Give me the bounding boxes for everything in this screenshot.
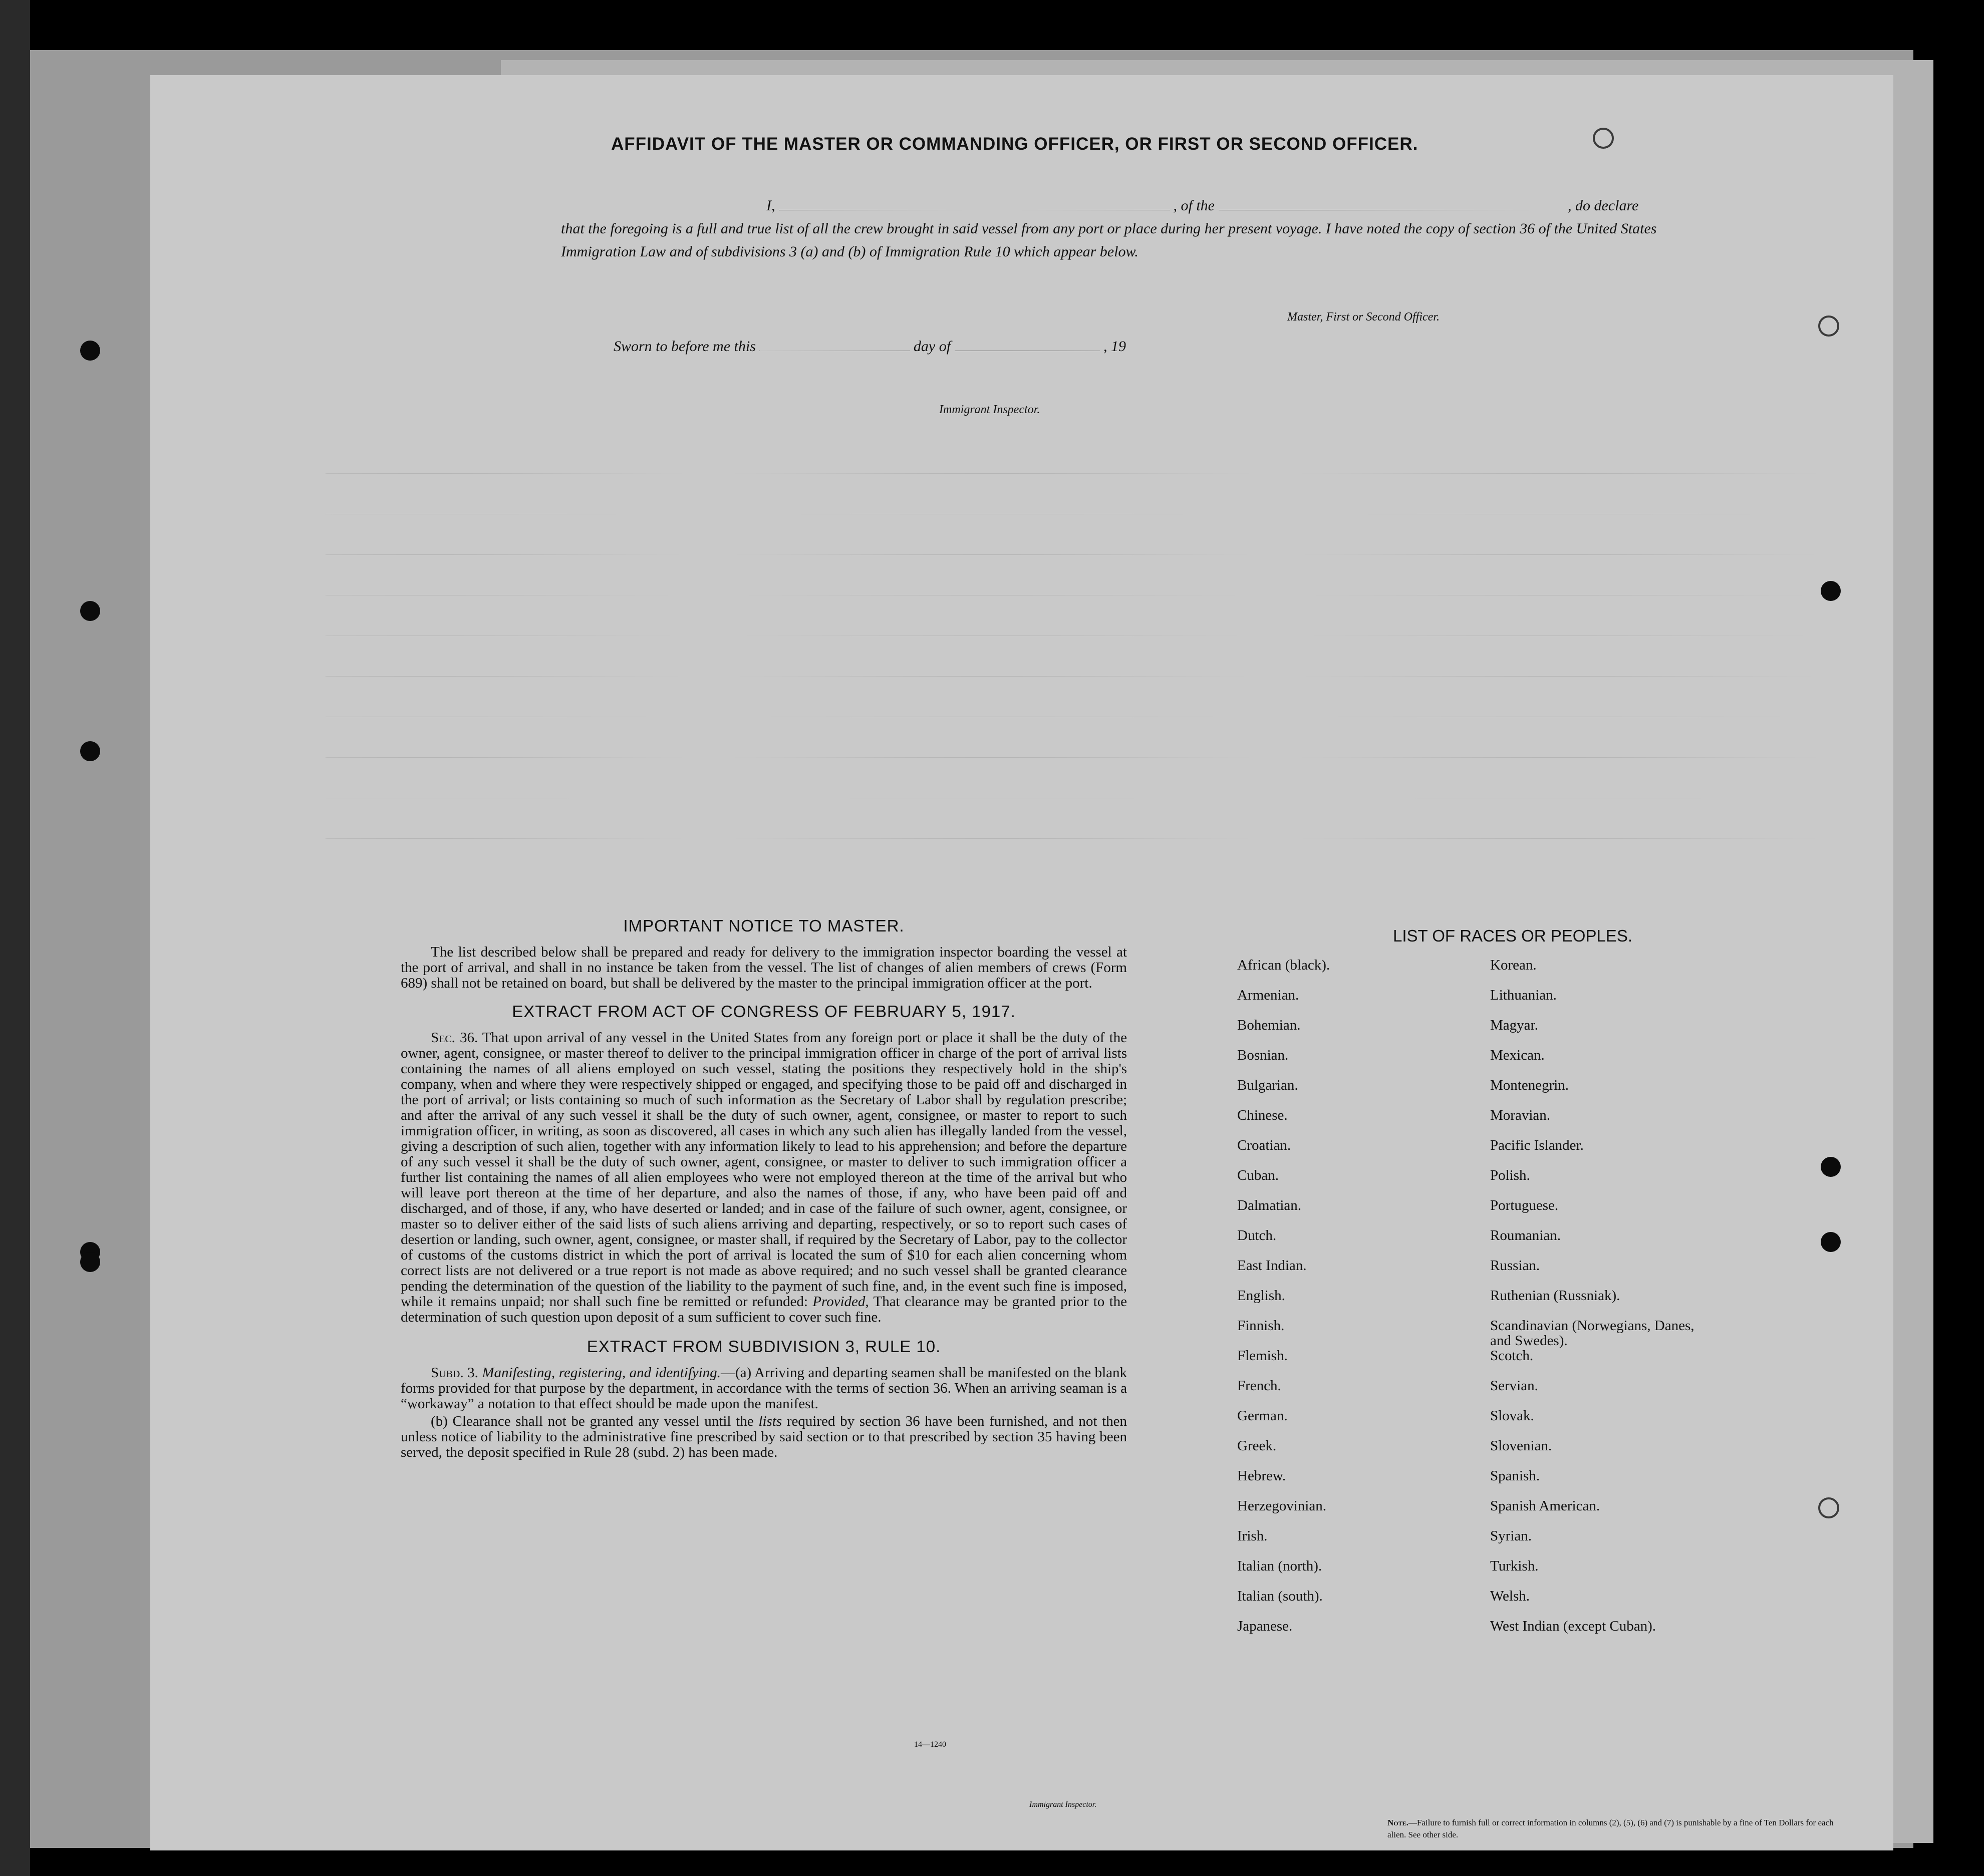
race-item: Portuguese. xyxy=(1490,1197,1559,1213)
race-item: East Indian. xyxy=(1237,1258,1307,1274)
race-item: Armenian. xyxy=(1237,987,1299,1003)
race-item: Croatian. xyxy=(1237,1137,1291,1153)
sworn-day-label: day of xyxy=(913,338,951,355)
race-item: Herzegovinian. xyxy=(1237,1498,1326,1514)
race-item: Welsh. xyxy=(1490,1588,1530,1604)
race-item: Bosnian. xyxy=(1237,1047,1289,1063)
race-item: Polish. xyxy=(1490,1167,1530,1183)
rule-text-b-rest: required by section 36 have been furnished, and not then unless notice of liability to the administrative fine prescribed by said section or to that prescribed by section 35 having been served, the deposit specified in Rule 28 (subd. 2) has been made. xyxy=(401,1413,1127,1460)
binder-hole xyxy=(80,741,100,761)
rule-title: EXTRACT FROM SUBDIVISION 3, RULE 10. xyxy=(587,1337,941,1356)
race-item: Syrian. xyxy=(1490,1528,1532,1544)
notice-text: The list described below shall be prepared and ready for delivery to the immigration inspector boarding the vessel at the port of arrival, and shall in no instance be taken from the vessel. The list of changes of alien members of crews (Form 689) shall not be retained on board, but shall be delivered by the master to the principal immigration officer at the port. xyxy=(401,944,1127,991)
sworn-year-label: , 19 xyxy=(1103,338,1126,355)
race-item: Cuban. xyxy=(1237,1167,1279,1183)
race-item: Magyar. xyxy=(1490,1017,1538,1033)
act-provided: Provided, xyxy=(812,1294,869,1310)
race-item: Greek. xyxy=(1237,1438,1277,1454)
race-item: African (black). xyxy=(1237,957,1330,973)
scan-left-edge xyxy=(0,0,30,1876)
declaration-body: that the foregoing is a full and true list of all the crew brought in said vessel from any port or place during her present voyage. I have noted the copy of section 36 of the United States Immigration Law and of subdivisions 3 (a) and (b) of Immigration Rule 10 which appear below. xyxy=(561,220,1657,260)
race-item: Spanish. xyxy=(1490,1468,1540,1484)
race-item: Lithuanian. xyxy=(1490,987,1557,1003)
affidavit-text xyxy=(561,194,1678,263)
race-item: Mexican. xyxy=(1490,1047,1545,1063)
notice-title: IMPORTANT NOTICE TO MASTER. xyxy=(623,916,905,935)
race-item: Ruthenian (Russniak). xyxy=(1490,1288,1620,1304)
rule-text-b-lists: lists xyxy=(758,1413,782,1429)
legal-extracts xyxy=(401,916,1127,1460)
race-item: Bohemian. xyxy=(1237,1017,1301,1033)
race-item: Slovak. xyxy=(1490,1408,1534,1424)
race-item: Slovenian. xyxy=(1490,1438,1552,1454)
race-item: West Indian (except Cuban). xyxy=(1490,1618,1656,1634)
races-list xyxy=(1237,926,1838,1649)
master-signature-label: Master, First or Second Officer. xyxy=(1287,310,1440,324)
race-item: Flemish. xyxy=(1237,1348,1288,1364)
race-item: Turkish. xyxy=(1490,1558,1539,1574)
race-item: Montenegrin. xyxy=(1490,1077,1569,1093)
race-item: Pacific Islander. xyxy=(1490,1137,1584,1153)
rule-subd-title: Manifesting, registering, and identifying. xyxy=(482,1365,721,1381)
race-item: Scandinavian (Norwegians, Danes, and Swedes). xyxy=(1490,1318,1694,1349)
race-item: Spanish American. xyxy=(1490,1498,1600,1514)
footer-inspector-label: Immigrant Inspector. xyxy=(1029,1800,1097,1809)
race-item: Chinese. xyxy=(1237,1107,1288,1123)
act-text-main: That upon arrival of any vessel in the United States from any foreign port or place it shall be the duty of the owner, agent, consignee, or master thereof to deliver to the principal immigration officer in charge of the port of arrival lists containing the names of all aliens employed on such vessel, stating the positions they respectively hold in the ship's company, when and where they were respectively shipped or engaged, and specifying those to be paid off and discharged in the port of arrival; or lists containing so much of such information as the Secretary of Labor shall by regulation prescribe; and after the arrival of any such vessel it shall be the duty of such owner, agent, consignee, or master to report to such immigration officer, in writing, as soon as discovered, all cases in which any such alien has illegally landed from the vessel, giving a description of such alien, together with any information likely to lead to his apprehension; and before the departure of any such vessel it shall be the duty of such owner, agent, consignee, or master to deliver to such immigration officer a further list containing the names of all alien employees who were not employed thereon at the time of the arrival but who will leave port thereon at the time of her departure, and also the names of those, if any, who have been paid off and discharged, and of those, if any, who have deserted or landed; and in case of the failure of such owner, agent, consignee, or master so to deliver either of the said lists of such aliens arriving and departing, respectively, or so to report such cases of desertion or landing, such owner, agent, consignee, or master shall, if required by the Secretary of Labor, pay to the collector of customs of the customs district in which the port of arrival is located the sum of $10 for each alien concerning whom correct lists are not delivered or a true report is not made as above required; and no such vessel shall be granted clearance pending the determination of the question of the liability to the payment of such fine, and, in the event such fine is imposed, while it remains unpaid; nor shall such fine be remitted or refunded: xyxy=(401,1030,1127,1310)
race-item: Servian. xyxy=(1490,1378,1538,1394)
act-section-label: Sec. 36. xyxy=(431,1030,478,1046)
race-item: Japanese. xyxy=(1237,1618,1293,1634)
race-item: Italian (south). xyxy=(1237,1588,1323,1604)
race-item: Scotch. xyxy=(1490,1348,1534,1364)
race-item: Roumanian. xyxy=(1490,1227,1561,1243)
race-item: Italian (north). xyxy=(1237,1558,1322,1574)
race-item: Russian. xyxy=(1490,1258,1540,1274)
rule-text-b xyxy=(401,1414,1127,1460)
race-item: Finnish. xyxy=(1237,1318,1285,1334)
rule-subd-label: Subd. 3. xyxy=(431,1365,478,1381)
declare-label: , do declare xyxy=(1568,197,1639,214)
race-item: Irish. xyxy=(1237,1528,1268,1544)
note-label: Note. xyxy=(1387,1818,1408,1827)
rule-text-a xyxy=(401,1365,1127,1412)
bleed-through xyxy=(566,158,582,183)
race-item: Bulgarian. xyxy=(1237,1077,1298,1093)
race-item: Moravian. xyxy=(1490,1107,1550,1123)
act-title: EXTRACT FROM ACT OF CONGRESS OF FEBRUARY 5, 1917. xyxy=(512,1002,1016,1021)
races-grid xyxy=(1237,958,1838,1649)
punch-ring xyxy=(1593,128,1614,149)
race-item: English. xyxy=(1237,1288,1285,1304)
rule-text-b-prefix: (b) Clearance shall not be granted any vessel until the xyxy=(431,1413,754,1429)
race-item: French. xyxy=(1237,1378,1281,1394)
note-text: —Failure to furnish full or correct information in columns (2), (5), (6) and (7) is punishable by a fine of Ten Dollars for each alien. See other side. xyxy=(1387,1818,1834,1839)
binder-hole xyxy=(80,601,100,621)
act-text-end: That clearance may be granted prior to the determination of such question upon deposit of a sum sufficient to cover such fine. xyxy=(401,1294,1127,1325)
race-item: Dalmatian. xyxy=(1237,1197,1302,1213)
race-item: Hebrew. xyxy=(1237,1468,1286,1484)
race-item: Dutch. xyxy=(1237,1227,1277,1243)
immigrant-inspector-label: Immigrant Inspector. xyxy=(939,403,1040,416)
binder-hole xyxy=(80,341,100,361)
affidavit-title: AFFIDAVIT OF THE MASTER OR COMMANDING OFFICER, OR FIRST OR SECOND OFFICER. xyxy=(611,134,1419,154)
declaration-line xyxy=(561,194,1678,217)
race-item: Korean. xyxy=(1490,957,1537,973)
rule-text-a-body: —(a) Arriving and departing seamen shall be manifested on the blank forms provided for that purpose by the department, in accordance with the terms of section 36. When an arriving seaman is a “workaway” a notation to that effect should be made upon the manifest. xyxy=(401,1365,1127,1412)
act-text xyxy=(401,1030,1127,1325)
vessel-label: , of the xyxy=(1173,197,1215,214)
document-page xyxy=(150,75,1893,1850)
sworn-line xyxy=(614,338,1126,355)
binder-hole xyxy=(80,1252,100,1272)
footer-note xyxy=(1387,1817,1853,1841)
punch-ring xyxy=(1818,316,1839,337)
form-number: 14—1240 xyxy=(914,1740,946,1749)
sworn-prefix: Sworn to before me this xyxy=(614,338,756,355)
races-title: LIST OF RACES OR PEOPLES. xyxy=(1392,926,1633,945)
bleed-through-row xyxy=(326,433,1828,844)
race-item: German. xyxy=(1237,1408,1288,1424)
declarant-label: I, xyxy=(766,197,775,214)
